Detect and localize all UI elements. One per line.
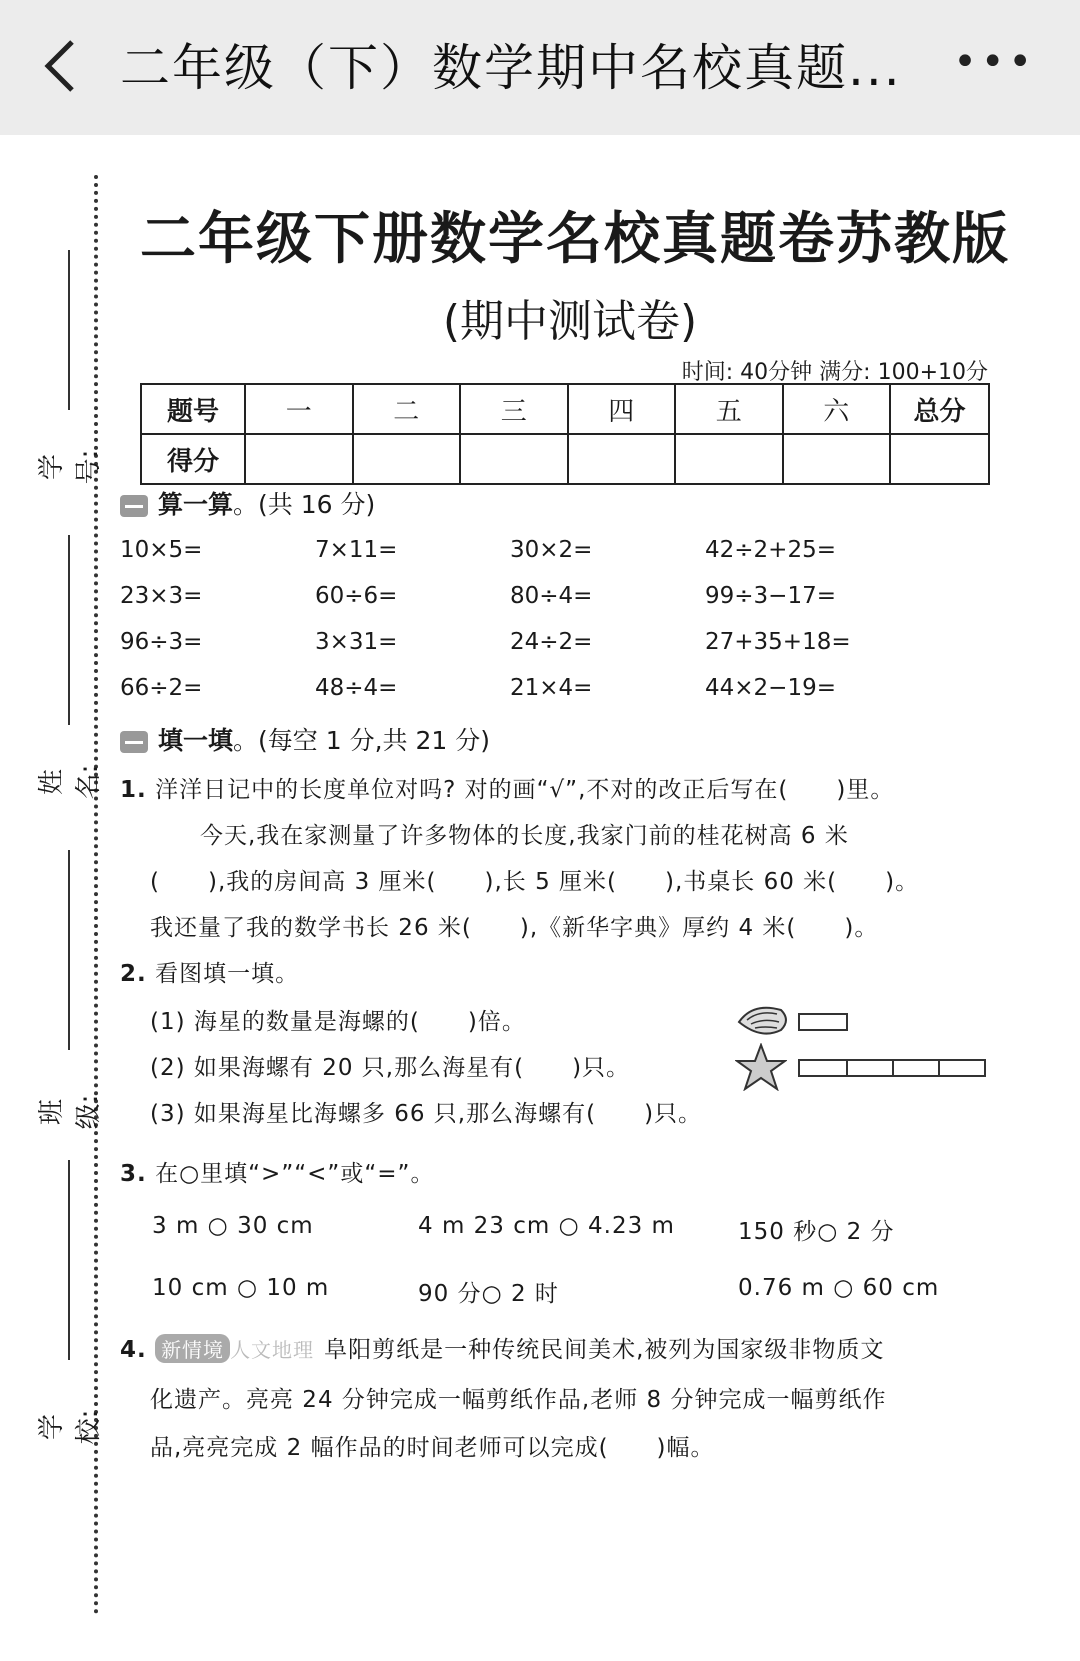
- score-cell: 总分: [890, 384, 989, 434]
- calc-item: 96÷3=: [120, 629, 203, 655]
- compare-item: 3 m ○ 30 cm: [152, 1213, 314, 1239]
- calc-item: 24÷2=: [510, 629, 593, 655]
- class-label: 班级:: [37, 1094, 104, 1130]
- score-table-score-row: [141, 434, 989, 484]
- section-2-heading: 填一填。(每空 1 分,共 21 分): [120, 721, 490, 757]
- question-2: 2. 看图填一填。: [120, 961, 300, 987]
- student-id-label: 学号:: [37, 449, 104, 485]
- calc-item: 10×5=: [120, 537, 203, 563]
- calc-item: 48÷4=: [315, 675, 398, 701]
- calc-item: 42÷2+25=: [705, 537, 836, 563]
- question-1-line: 我还量了我的数学书长 26 米( ),《新华字典》厚约 4 米( )。: [150, 915, 879, 941]
- score-table-header-row: [141, 384, 989, 434]
- starfish-icon: [735, 1043, 787, 1091]
- compare-item: 0.76 m ○ 60 cm: [738, 1275, 940, 1301]
- calc-item: 60÷6=: [315, 583, 398, 609]
- compare-item: 90 分○ 2 时: [418, 1281, 559, 1307]
- starfish-bar: [798, 1059, 986, 1077]
- score-blank-cell[interactable]: [353, 434, 461, 484]
- calc-item: 80÷4=: [510, 583, 593, 609]
- calc-item: 99÷3−17=: [705, 583, 836, 609]
- question-1-line: ( ),我的房间高 3 厘米( ),长 5 厘米( ),书桌长 60 米( )。: [150, 869, 920, 895]
- compare-item: 150 秒○ 2 分: [738, 1219, 895, 1245]
- exam-time-score: 时间: 40分钟 满分: 100+10分: [681, 360, 988, 385]
- exam-title: 二年级下册数学名校真题卷苏教版: [140, 207, 1010, 272]
- calc-item: 21×4=: [510, 675, 593, 701]
- question-2-sub: (3) 如果海星比海螺多 66 只,那么海螺有( )只。: [150, 1101, 703, 1127]
- page-title: 二年级（下）数学期中名校真题...: [120, 39, 902, 97]
- exam-subtitle: (期中测试卷): [442, 296, 698, 347]
- question-2-sub: (1) 海星的数量是海螺的( )倍。: [150, 1009, 526, 1035]
- score-cell: 三: [460, 384, 568, 434]
- student-id-line: [68, 250, 70, 410]
- section-1-heading: 算一算。(共 16 分): [120, 485, 375, 521]
- score-table: [140, 383, 990, 485]
- question-2-sub: (2) 如果海螺有 20 只,那么海星有( )只。: [150, 1055, 631, 1081]
- new-context-tag: 新情境: [155, 1334, 230, 1363]
- calc-item: 44×2−19=: [705, 675, 836, 701]
- score-cell: 题号: [141, 384, 245, 434]
- calc-item: 66÷2=: [120, 675, 203, 701]
- class-line: [68, 850, 70, 1050]
- conch-shell-icon: [735, 1000, 791, 1040]
- name-label: 姓名:: [37, 764, 104, 800]
- score-cell: 一: [245, 384, 353, 434]
- calc-item: 30×2=: [510, 537, 593, 563]
- score-blank-cell[interactable]: [890, 434, 989, 484]
- starfish-bar-divider: [892, 1061, 894, 1075]
- compare-item: 10 cm ○ 10 m: [152, 1275, 330, 1301]
- school-line: [68, 1160, 70, 1360]
- score-blank-cell[interactable]: [568, 434, 676, 484]
- score-cell: 二: [353, 384, 461, 434]
- back-arrow-icon[interactable]: [40, 36, 80, 96]
- question-4-line: 品,亮亮完成 2 幅作品的时间老师可以完成( )幅。: [150, 1435, 715, 1461]
- score-cell: 六: [783, 384, 891, 434]
- question-4: 4. 新情境 人文地理 阜阳剪纸是一种传统民间美术,被列为国家级非物质文: [120, 1331, 884, 1364]
- score-label-cell: 得分: [141, 434, 245, 484]
- more-icon[interactable]: •••: [953, 39, 1036, 85]
- score-blank-cell[interactable]: [783, 434, 891, 484]
- calc-item: 23×3=: [120, 583, 203, 609]
- calc-item: 3×31=: [315, 629, 398, 655]
- question-1: 1. 洋洋日记中的长度单位对吗? 对的画“√”,不对的改正后写在( )里。: [120, 777, 895, 803]
- school-label: 学校:: [37, 1409, 104, 1445]
- question-3: 3. 在○里填“>”“<”或“=”。: [120, 1161, 435, 1187]
- score-cell: 五: [675, 384, 783, 434]
- name-line: [68, 535, 70, 725]
- score-blank-cell[interactable]: [245, 434, 353, 484]
- score-cell: 四: [568, 384, 676, 434]
- score-blank-cell[interactable]: [675, 434, 783, 484]
- starfish-bar-divider: [938, 1061, 940, 1075]
- section-badge-icon: [120, 495, 148, 517]
- calc-item: 7×11=: [315, 537, 398, 563]
- score-blank-cell[interactable]: [460, 434, 568, 484]
- question-1-line: 今天,我在家测量了许多物体的长度,我家门前的桂花树高 6 米: [200, 823, 849, 849]
- shell-bar: [798, 1013, 848, 1031]
- calc-item: 27+35+18=: [705, 629, 851, 655]
- section-badge-icon: [120, 731, 148, 753]
- starfish-bar-divider: [846, 1061, 848, 1075]
- top-nav-bar: [0, 0, 1080, 135]
- exam-paper: [0, 135, 1080, 1661]
- compare-item: 4 m 23 cm ○ 4.23 m: [418, 1213, 675, 1239]
- tag-subtitle: 人文地理: [230, 1338, 315, 1362]
- question-4-line: 化遗产。亮亮 24 分钟完成一幅剪纸作品,老师 8 分钟完成一幅剪纸作: [150, 1387, 887, 1413]
